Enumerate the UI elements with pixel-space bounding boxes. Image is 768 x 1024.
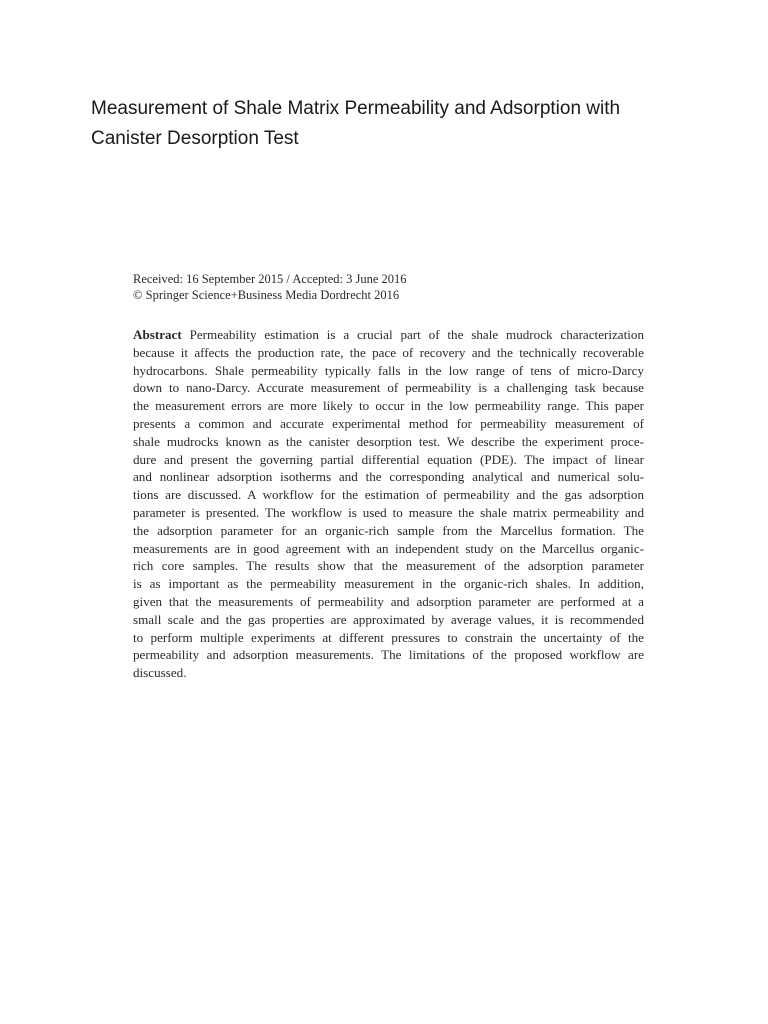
abstract-heading: Abstract (133, 327, 182, 342)
title-line-1: Measurement of Shale Matrix Permeability and Adsorption with (91, 98, 621, 119)
abstract-line: parameter is presented. The workflow is used to measure the shale matrix permeability and (133, 504, 644, 520)
publication-meta (133, 271, 407, 303)
abstract-line: hydrocarbons. Shale permeability typically falls in the low range of tens of micro-Darcy (133, 362, 644, 378)
abstract-line: down to nano-Darcy. Accurate measurement of permeability is a challenging task because (133, 380, 644, 396)
copyright-notice: © Springer Science+Business Media Dordrecht 2016 (133, 288, 400, 302)
abstract-line: shale mudrocks known as the canister desorption test. We describe the experiment proce- (133, 433, 644, 449)
abstract-line: and nonlinear adsorption isotherms and the corresponding analytical and numerical solu- (133, 469, 644, 485)
abstract-line-text: Permeability estimation is a crucial part of the shale mudrock characterization (181, 327, 644, 342)
abstract-line: presents a common and accurate experimental method for permeability measurement of (133, 415, 644, 431)
abstract-line: because it affects the production rate, the pace of recovery and the technically recoverable (133, 344, 644, 360)
title-line-2: Canister Desorption Test (91, 128, 299, 149)
abstract-paragraph (133, 326, 644, 682)
abstract-line: rich core samples. The results show that the measurement of the adsorption parameter (133, 558, 644, 574)
abstract-line (133, 326, 644, 344)
abstract-line: dure and present the governing partial differential equation (PDE). The impact of linear (133, 451, 644, 467)
abstract-line: is as important as the permeability measurement in the organic-rich shales. In addition, (133, 576, 644, 592)
abstract-line: given that the measurements of permeability and adsorption parameter are performed at a (133, 593, 644, 609)
received-accepted-dates: Received: 16 September 2015 / Accepted: 3 June 2016 (133, 272, 407, 286)
abstract-line: the measurement errors are more likely to occur in the low permeability range. This paper (133, 398, 644, 414)
abstract-line: discussed. (133, 665, 187, 681)
abstract-line: measurements are in good agreement with an independent study on the Marcellus organic- (133, 540, 644, 556)
abstract-line: the adsorption parameter for an organic-rich sample from the Marcellus formation. The (133, 522, 644, 538)
abstract-line: small scale and the gas properties are approximated by average values, it is recommended (133, 611, 644, 627)
abstract-line: permeability and adsorption measurements. The limitations of the proposed workflow are (133, 647, 644, 663)
abstract-line: to perform multiple experiments at different pressures to constrain the uncertainty of the (133, 629, 644, 645)
abstract-line: tions are discussed. A workflow for the estimation of permeability and the gas adsorption (133, 487, 644, 503)
page-title (91, 94, 651, 154)
